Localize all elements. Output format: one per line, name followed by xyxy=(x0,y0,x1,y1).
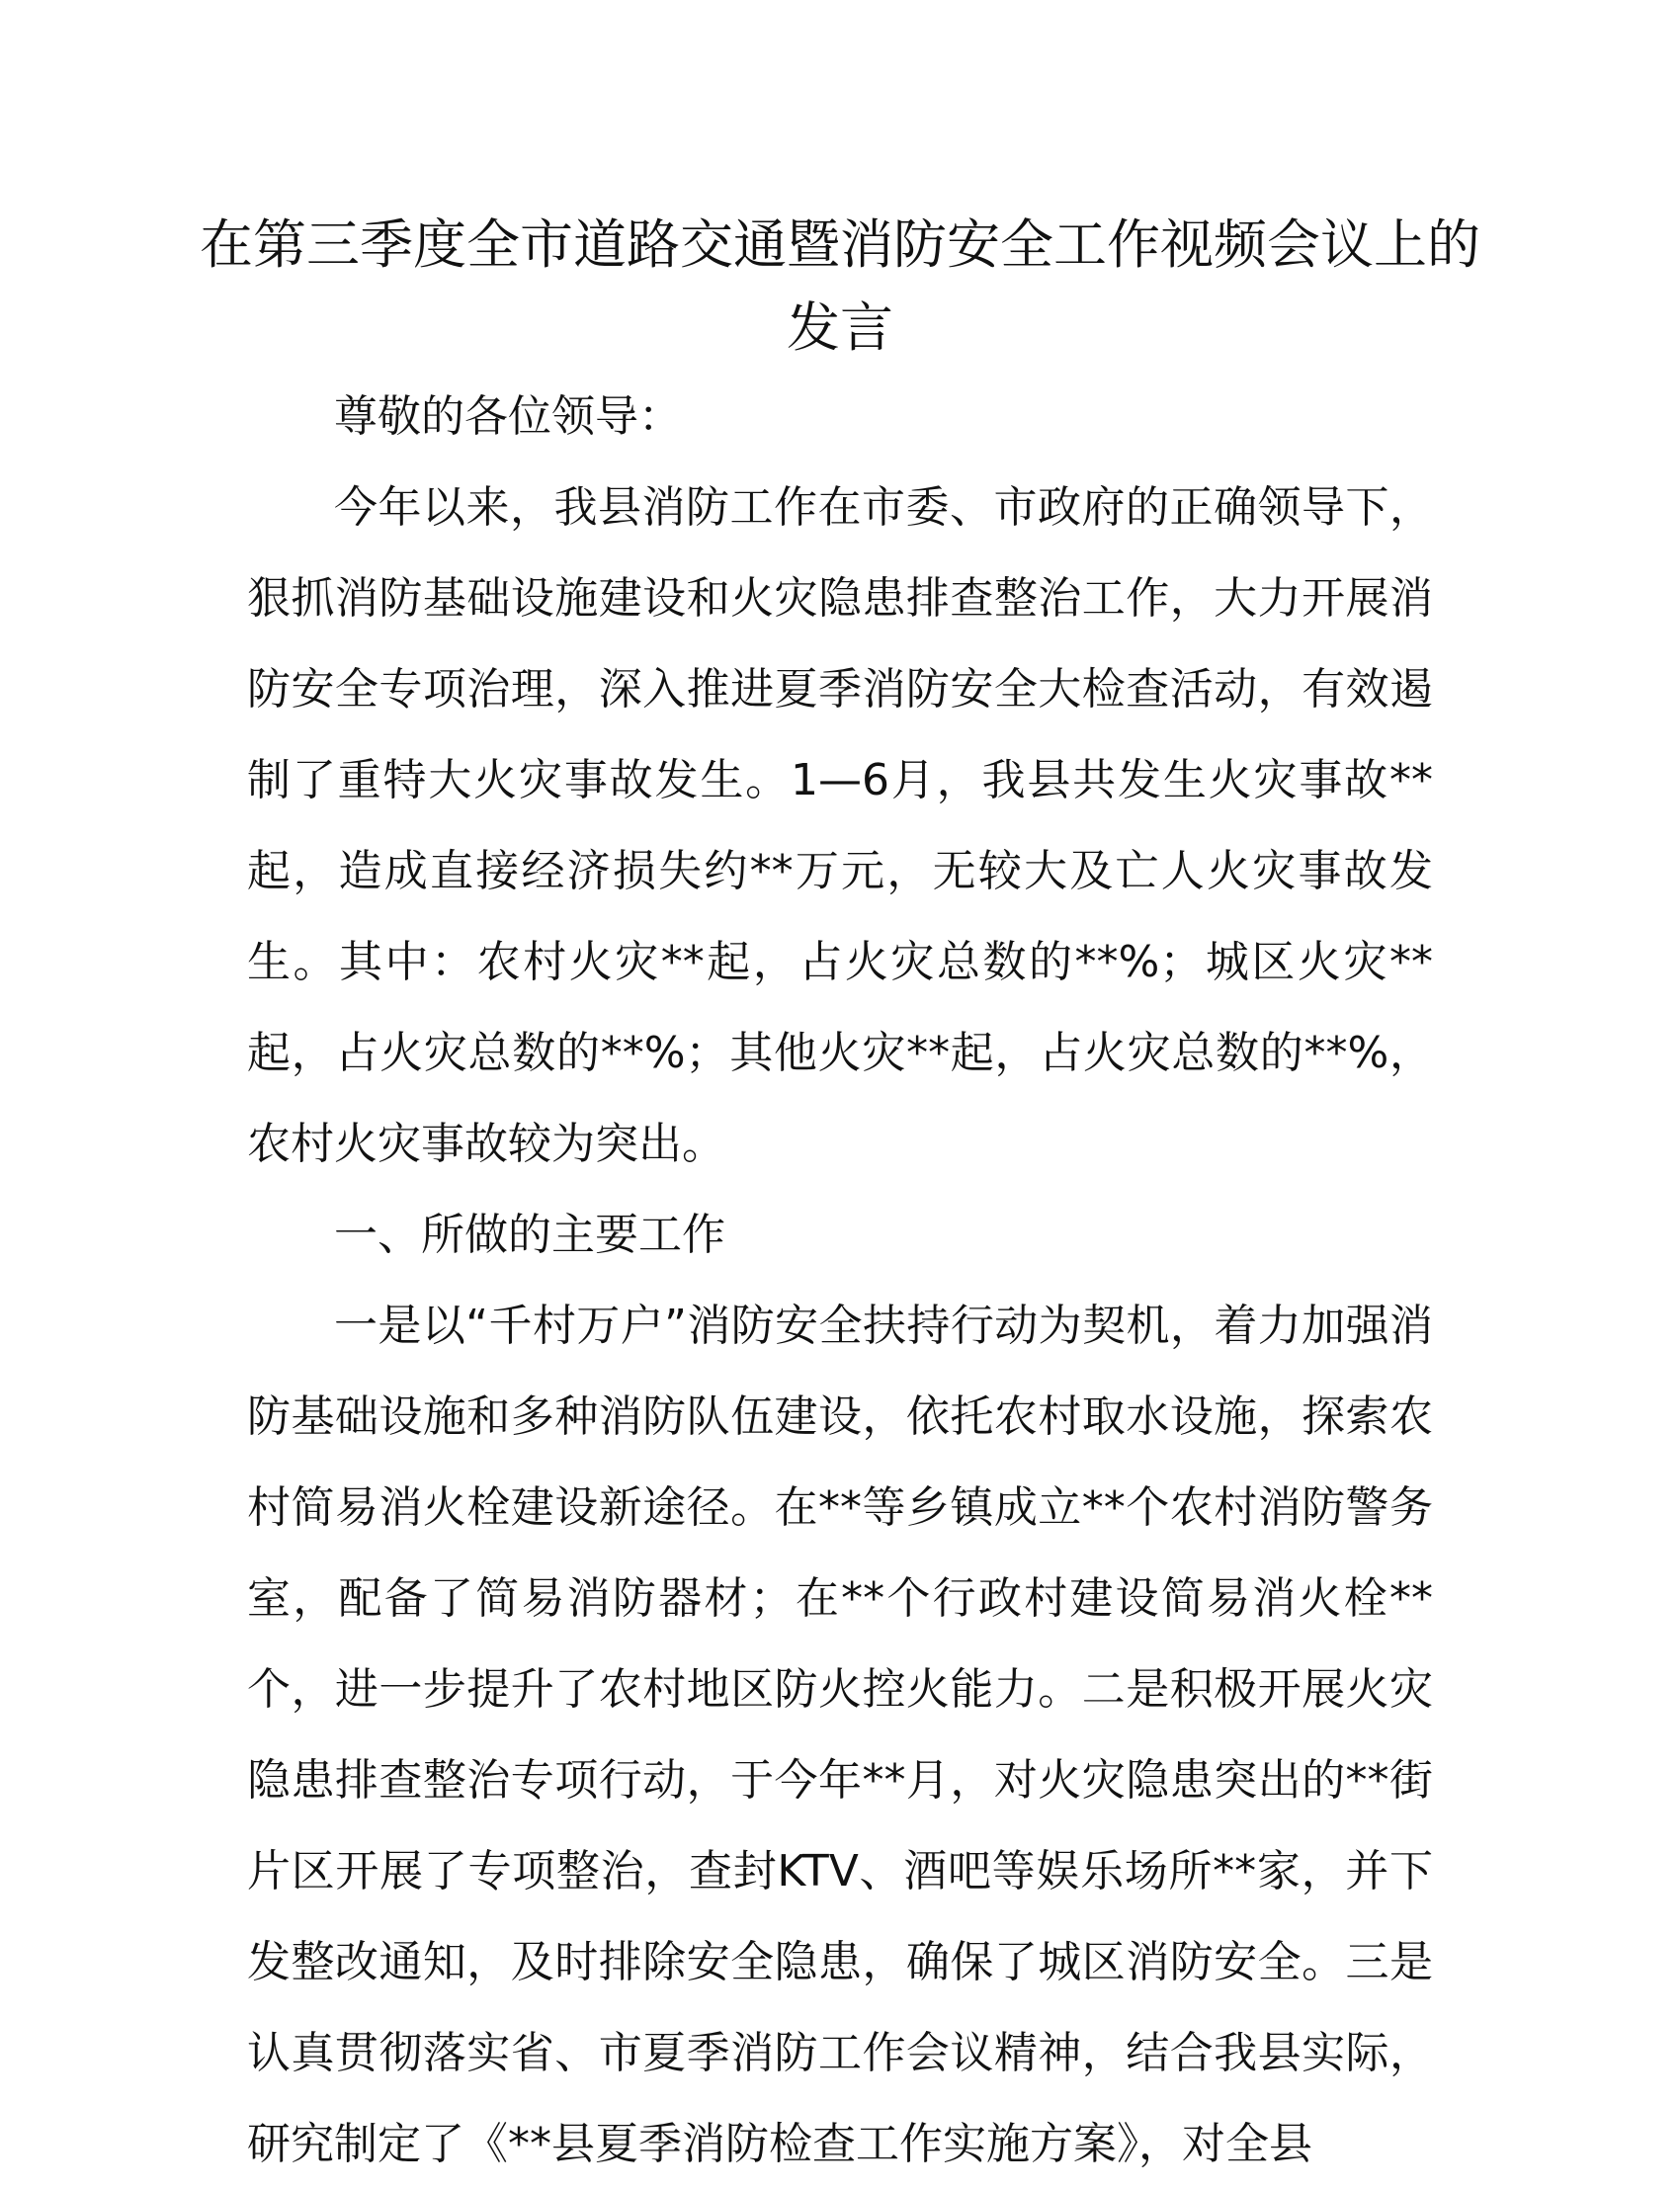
paragraph-work: 一是以“千村万户”消防安全扶持行动为契机，着力加强消防基础设施和多种消防队伍建设，依托农村取水设施，探索农村简易消火栓建设新途径。在**等乡镇成立**个农村消防警务室，配备了简易消防器材；在**个行政村建设简易消火栓**个，进一步提升了农村地区防火控火能力。二是积极开展火灾隐患排查整治专项行动，于今年**月，对火灾隐患突出的**街片区开展了专项整治，查封KTV、酒吧等娱乐场所**家，并下发整改通知，及时排除安全隐患，确保了城区消防安全。三是认真贯彻落实省、市夏季消防工作会议精神，结合我县实际，研究制定了《**县夏季消防检查工作实施方案》，对全县 xyxy=(247,1301,1433,2169)
document-title: 在第三季度全市道路交通暨消防安全工作视频会议上的发言 xyxy=(200,213,1480,359)
paragraph-intro: 今年以来，我县消防工作在市委、市政府的正确领导下，狠抓消防基础设施建设和火灾隐患排查整治工作，大力开展消防安全专项治理，深入推进夏季消防安全大检查活动，有效遏制了重特大火灾事故发生。1—6月，我县共发生火灾事故**起，造成直接经济损失约**万元，无较大及亡人火灾事故发生。其中：农村火灾**起，占火灾总数的**%；城区火灾**起，占火灾总数的**%；其他火灾**起，占火灾总数的**%，农村火灾事故较为突出。 xyxy=(247,482,1433,1169)
document-body xyxy=(247,372,1433,2190)
greeting: 尊敬的各位领导： xyxy=(334,391,682,442)
section-heading: 一、所做的主要工作 xyxy=(334,1210,725,1260)
